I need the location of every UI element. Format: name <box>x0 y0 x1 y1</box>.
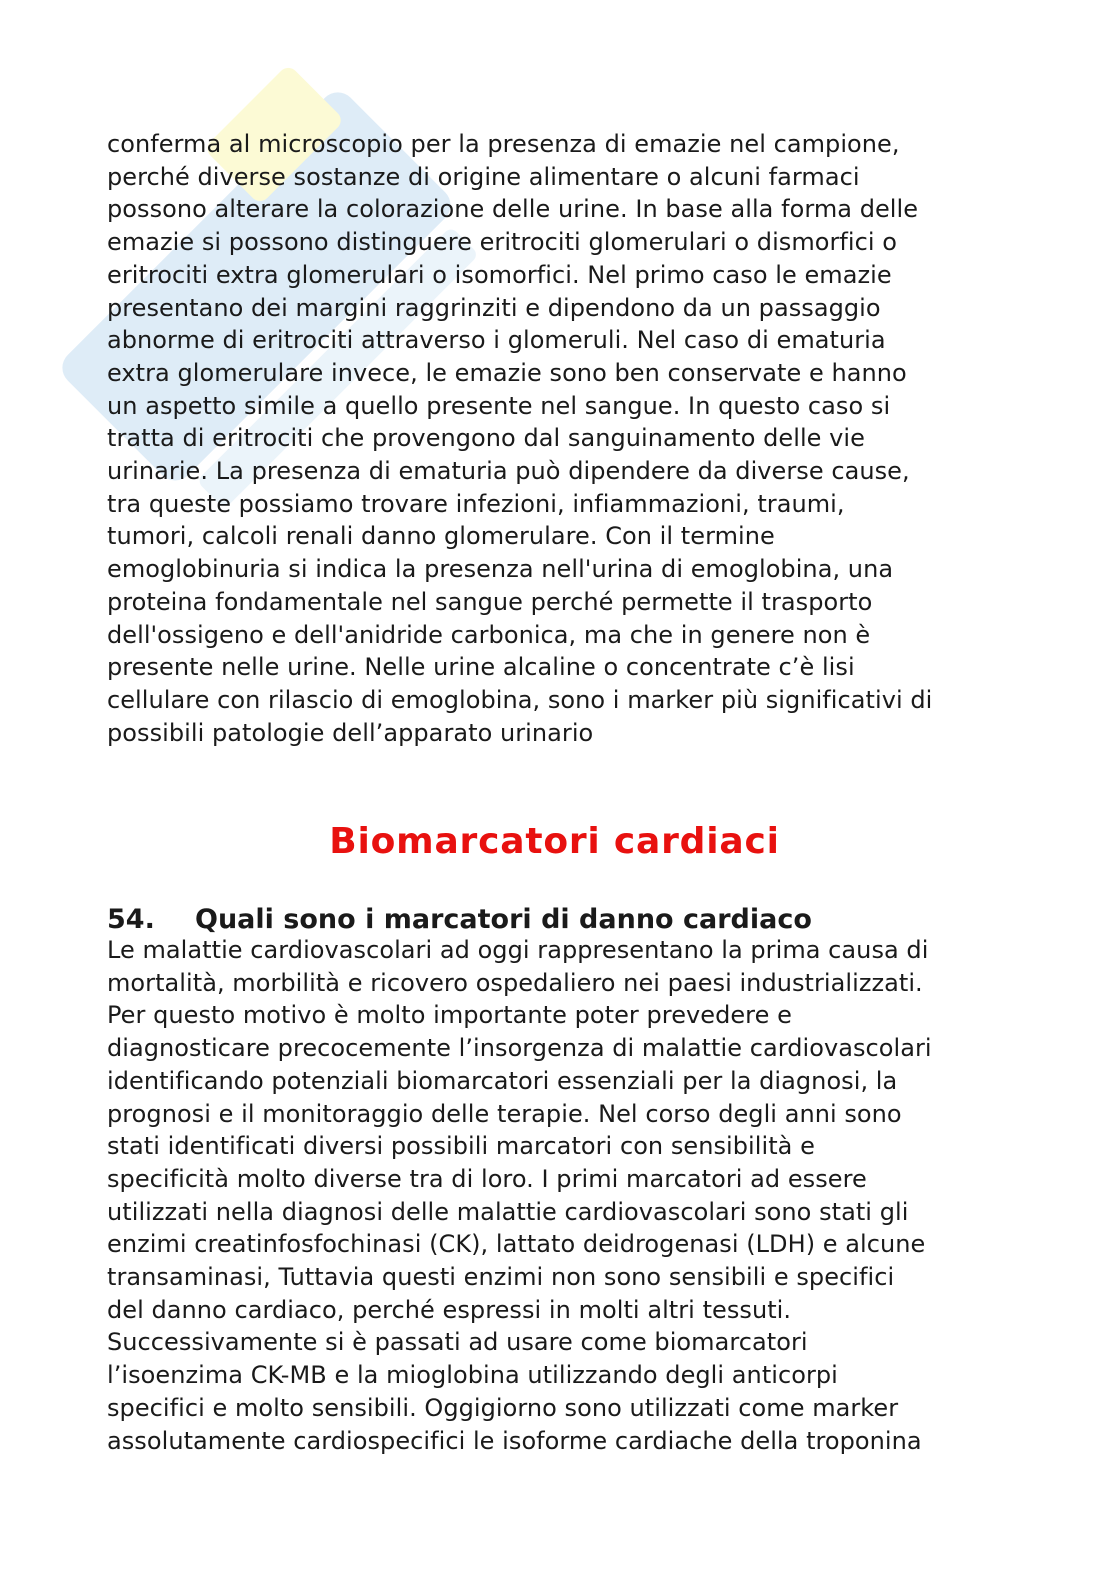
text-line: abnorme di eritrociti attraverso i glomeruli. Nel caso di ematuria <box>107 326 886 355</box>
text-line: stati identificati diversi possibili marcatori con sensibilità e <box>107 1132 815 1161</box>
text-line: tratta di eritrociti che provengono dal sanguinamento delle vie <box>107 424 865 453</box>
text-line: specificità molto diverse tra di loro. I primi marcatori ad essere <box>107 1164 867 1193</box>
question-number: 54. <box>107 904 155 936</box>
text-line: Successivamente si è passati ad usare come biomarcatori <box>107 1328 808 1357</box>
paragraph-cardiac-markers <box>107 934 932 1457</box>
text-line: tra queste possiamo trovare infezioni, infiammazioni, traumi, <box>107 489 845 518</box>
text-line: specifici e molto sensibili. Oggigiorno sono utilizzati come marker <box>107 1393 899 1422</box>
text-line: transaminasi, Tuttavia questi enzimi non sono sensibili e specifici <box>107 1263 895 1292</box>
text-line: urinarie. La presenza di ematuria può dipendere da diverse cause, <box>107 457 910 486</box>
paragraph-hematuria <box>107 128 1007 749</box>
text-line: identificando potenziali biomarcatori essenziali per la diagnosi, la <box>107 1066 898 1095</box>
text-line: possibili patologie dell’apparato urinario <box>107 718 594 747</box>
text-line: mortalità, morbilità e ricovero ospedaliero nei paesi industrializzati. <box>107 968 923 997</box>
text-line: presente nelle urine. Nelle urine alcaline o concentrate c’è lisi <box>107 653 855 682</box>
text-line: dell'ossigeno e dell'anidride carbonica, ma che in genere non è <box>107 620 871 649</box>
text-line: conferma al microscopio per la presenza di emazie nel campione, <box>107 130 900 158</box>
text-line: diagnosticare precocemente l’insorgenza di malattie cardiovascolari <box>107 1034 932 1063</box>
text-line: assolutamente cardiospecifici le isoforme cardiache della troponina <box>107 1426 922 1455</box>
text-line: emazie si possono distinguere eritrociti glomerulari o dismorfici o <box>107 228 898 257</box>
text-line: extra glomerulare invece, le emazie sono ben conservate e hanno <box>107 358 907 387</box>
text-line: eritrociti extra glomerulari o isomorfici. Nel primo caso le emazie <box>107 260 892 289</box>
text-line: possono alterare la colorazione delle urine. In base alla forma delle <box>107 195 919 224</box>
text-line: presentano dei margini raggrinziti e dipendono da un passaggio <box>107 293 881 322</box>
text-line: prognosi e il monitoraggio delle terapie. Nel corso degli anni sono <box>107 1099 902 1128</box>
text-line: cellulare con rilascio di emoglobina, sono i marker più significativi di <box>107 685 933 714</box>
text-line: l’isoenzima CK-MB e la mioglobina utilizzando degli anticorpi <box>107 1361 838 1390</box>
question-heading <box>107 902 812 938</box>
text-line: del danno cardiaco, perché espressi in molti altri tessuti. <box>107 1295 792 1324</box>
text-line: utilizzati nella diagnosi delle malattie cardiovascolari sono stati gli <box>107 1197 909 1226</box>
text-line: Per questo motivo è molto importante poter prevedere e <box>107 1001 792 1030</box>
text-line: un aspetto simile a quello presente nel sangue. In questo caso si <box>107 391 891 420</box>
text-line: Le malattie cardiovascolari ad oggi rappresentano la prima causa di <box>107 936 929 964</box>
text-line: perché diverse sostanze di origine alimentare o alcuni farmaci <box>107 162 860 191</box>
question-text: Quali sono i marcatori di danno cardiaco <box>195 904 812 936</box>
text-line: tumori, calcoli renali danno glomerulare. Con il termine <box>107 522 775 551</box>
text-line: enzimi creatinfosfochinasi (CK), lattato deidrogenasi (LDH) e alcune <box>107 1230 926 1259</box>
text-line: proteina fondamentale nel sangue perché permette il trasporto <box>107 587 873 616</box>
text-line: emoglobinuria si indica la presenza nell'urina di emoglobina, una <box>107 555 894 584</box>
document-page <box>107 128 1007 1455</box>
section-title: Biomarcatori cardiaci <box>329 821 780 862</box>
